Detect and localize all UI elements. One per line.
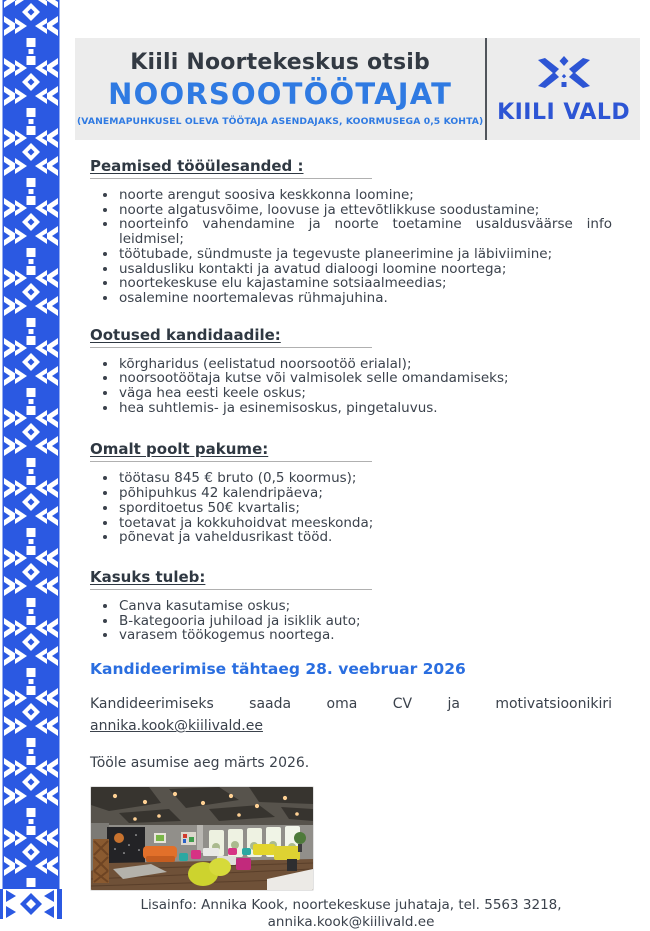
apply-email-link[interactable]: annika.kook@kiilivald.ee — [90, 718, 263, 735]
list-item: • põnevat ja vaheldusrikast tööd. — [118, 530, 612, 545]
list-item: • hea suhtlemis- ja esinemisoskus, pingetaluvus. — [118, 401, 612, 416]
list-item: • varasem töökogemus noortega. — [118, 628, 612, 643]
duties-list — [90, 188, 612, 306]
footer-contact — [90, 897, 612, 931]
main-text — [90, 156, 612, 931]
list-item: • Canva kasutamise oskus; — [118, 599, 612, 614]
expectations-list — [90, 357, 612, 416]
offer-list — [90, 471, 612, 545]
section-heading-duties: Peamised tööülesanded : — [90, 156, 372, 179]
youth-center-photo — [90, 786, 314, 891]
section-heading-offer: Omalt poolt pakume: — [90, 439, 372, 462]
list-item: • noorte algatusvõime, loovuse ja ettevõtlikkuse soodustamine; — [118, 203, 612, 218]
footer-email-link[interactable]: annika.kook@kiilivald.ee — [267, 914, 435, 931]
list-item: • noorsootöötaja kutse või valmisolek selle omandamiseks; — [118, 371, 612, 386]
section-heading-expectations: Ootused kandidaadile: — [90, 325, 372, 348]
list-item: • väga hea eesti keele oskus; — [118, 386, 612, 401]
title-block — [75, 38, 487, 140]
list-item: • B-kategooria juhiload ja isiklik auto; — [118, 614, 612, 629]
municipality-logo — [487, 38, 640, 140]
logo-wordmark: KIILI VALD — [497, 99, 631, 125]
flyer-content — [62, 0, 650, 931]
youth-center-photo-art — [91, 787, 313, 890]
footer-line-1: Lisainfo: Annika Kook, noortekeskuse juhataja, tel. 5563 3218, — [140, 897, 562, 914]
dragonfly-icon — [532, 54, 596, 96]
folk-pattern-svg — [0, 0, 62, 919]
header-band — [75, 38, 640, 140]
section-heading-advantage: Kasuks tuleb: — [90, 567, 372, 590]
apply-instructions: Kandideerimiseks saada oma CV ja motivatsioonikiri annika.kook@kiilivald.ee — [90, 693, 612, 737]
advantage-list — [90, 599, 612, 643]
list-item: • usaldusliku kontakti ja avatud dialoogi loomine noortega; — [118, 262, 612, 277]
folk-pattern-border — [0, 0, 62, 919]
pretitle: Kiili Noortekeskus otsib — [130, 49, 430, 75]
list-item: • töötubade, sündmuste ja tegevuste planeerimine ja läbiviimine; — [118, 247, 612, 262]
list-item: • noortekeskuse elu kajastamine sotsiaalmeedias; — [118, 276, 612, 291]
start-date: Tööle asumise aeg märts 2026. — [90, 755, 310, 772]
list-item: • sporditoetus 50€ kvartalis; — [118, 501, 612, 516]
list-item: • noorte arengut soosiva keskkonna loomine; — [118, 188, 612, 203]
job-title: NOORSOOTÖÖTAJAT — [108, 76, 453, 111]
list-item: • osalemine noortemalevas rühmajuhina. — [118, 291, 612, 306]
job-subtitle: (VANEMAPUHKUSEL OLEVA TÖÖTAJA ASENDAJAKS, KOORMUSEGA 0,5 KOHTA) — [77, 115, 484, 127]
application-deadline: Kandideerimise tähtaeg 28. veebruar 2026 — [90, 660, 466, 679]
folk-pattern-inverted-end — [0, 889, 62, 919]
list-item: • töötasu 845 € bruto (0,5 koormus); — [118, 471, 612, 486]
list-item: • toetavat ja kokkuhoidvat meeskonda; — [118, 516, 612, 531]
list-item: • noorteinfo vahendamine ja noorte toetamine usaldusväärse info leidmisel; — [118, 217, 612, 246]
list-item: • põhipuhkus 42 kalendripäeva; — [118, 486, 612, 501]
list-item: • kõrgharidus (eelistatud noorsootöö erialal); — [118, 357, 612, 372]
